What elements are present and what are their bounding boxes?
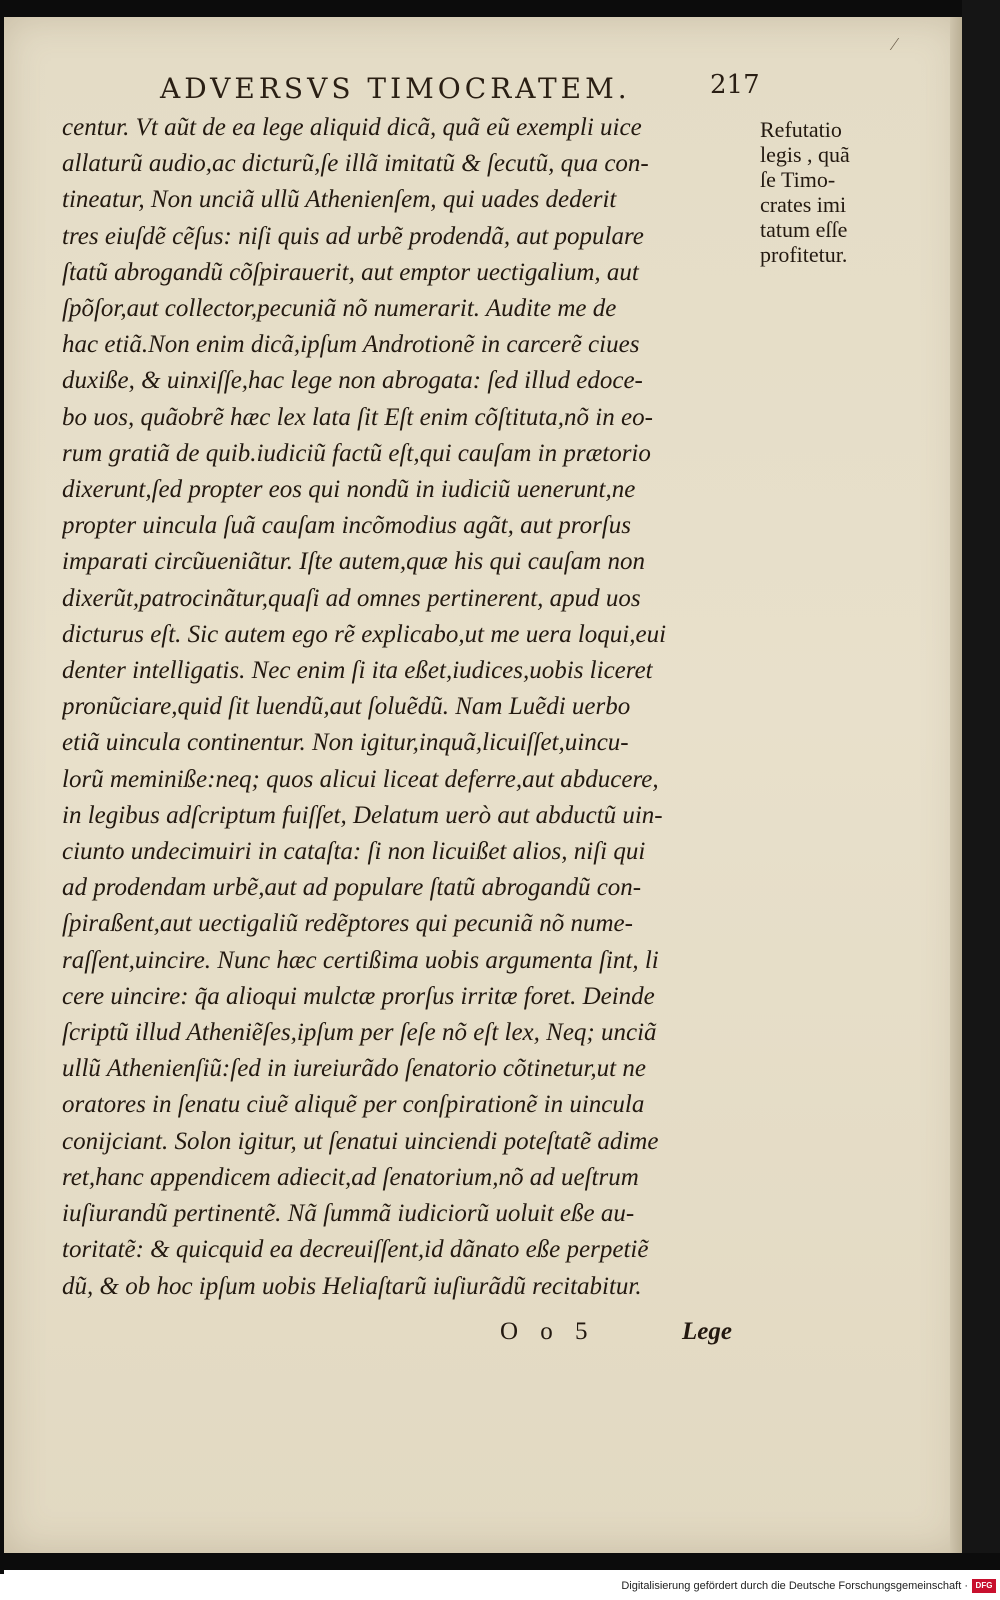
text-line: ſpiraßent,aut uectigaliũ redẽptores qui pecuniã nõ nume- <box>62 910 633 938</box>
margin-note-line: profitetur. <box>760 242 848 267</box>
text-line: etiã uincula continentur. Non igitur,inquã,licuiſſet,uincu- <box>62 729 629 757</box>
text-line: ſpõſor,aut collector,pecuniã nõ numerarit. Audite me de <box>62 295 617 323</box>
text-line: rum gratiã de quib.iudiciũ factũ eſt,qui cauſam in prætorio <box>62 439 651 467</box>
body-text <box>62 110 752 1305</box>
margin-note-line: tatum eſſe <box>760 217 848 242</box>
signature-mark: O o 5 <box>500 1318 596 1345</box>
margin-note-line: crates imi <box>760 192 847 217</box>
text-line: denter intelligatis. Nec enim ſi ita eßet,iudices,uobis liceret <box>62 657 653 685</box>
text-line: conijciant. Solon igitur, ut ſenatui uinciendi poteſtatẽ adime <box>62 1127 659 1155</box>
scan-border-bottom <box>0 1553 1000 1570</box>
credit-text: Digitalisierung gefördert durch die Deutsche Forschungsgemeinschaft · <box>621 1580 968 1592</box>
text-line: centur. Vt aũt de ea lege aliquid dicã, quã eũ exempli uice <box>62 114 642 141</box>
text-line: pronũciare,quid ſit luendũ,aut ſoluẽdũ. Nam Luẽdi uerbo <box>62 693 631 721</box>
text-line: ſcriptũ illud Atheniẽſes,ipſum per ſeſe nõ eſt lex, Neq; unciã <box>62 1019 657 1047</box>
text-line: oratores in ſenatu ciuẽ aliquẽ per conſpirationẽ in uincula <box>62 1091 645 1119</box>
text-line: ſtatũ abrogandũ cõſpirauerit, aut emptor uectigalium, aut <box>62 258 639 286</box>
text-line: cere uincire: q̃a alioqui mulctæ prorſus irritæ foret. Deinde <box>62 982 655 1010</box>
text-line: dicturus eſt. Sic autem ego rẽ explicabo,ut me uera loqui,eui <box>62 620 667 648</box>
scan-border-right <box>962 0 1000 1570</box>
text-line: dixerũt,patrocinãtur,quaſi ad omnes pertinerent, apud uos <box>62 584 641 612</box>
margin-note-line: legis , quã <box>760 142 850 167</box>
text-line: propter uincula ſuã cauſam incõmodius agãt, aut prorſus <box>62 512 631 540</box>
text-line: lorũ meminiße:neq; quos alicui liceat deferre,aut abducere, <box>62 765 659 793</box>
text-line: hac etiã.Non enim dicã,ipſum Androtionẽ in carcerẽ ciues <box>62 331 640 359</box>
text-line: ad prodendam urbẽ,aut ad populare ſtatũ abrogandũ con- <box>62 874 642 902</box>
text-line: dixerunt,ſed propter eos qui nondũ in iudiciũ uenerunt,ne <box>62 476 636 504</box>
text-line: bo uos, quãobrẽ hæc lex lata ſit Eſt enim cõſtituta,nõ in eo- <box>62 403 653 431</box>
text-line: tres eiuſdẽ cẽſus: niſi quis ad urbẽ prodendã, aut populare <box>62 222 644 250</box>
margin-note-line: Refutatio <box>760 117 842 142</box>
text-line: tineatur, Non unciã ullũ Athenienſem, qui uades dederit <box>62 186 617 214</box>
text-line: ullũ Athenienſiũ:ſed in iureiurãdo ſenatorio cõtinetur,ut ne <box>62 1055 646 1083</box>
dfg-logo: DFG <box>972 1579 996 1593</box>
scan-border-top <box>0 0 1000 17</box>
scan-border-left <box>0 0 4 1600</box>
catchword: Lege <box>682 1318 732 1345</box>
text-line: iuſiurandũ pertinentẽ. Nã ſummã iudiciorũ uoluit eße au- <box>62 1200 635 1228</box>
margin-note-line: ſe Timo- <box>760 167 836 192</box>
text-line: raſſent,uincire. Nunc hæc certißima uobis argumenta ſint, li <box>62 946 659 974</box>
text-line: toritatẽ: & quicquid ea decreuiſſent,id dãnato eße perpetiẽ <box>62 1236 649 1264</box>
digitization-credit <box>0 1574 1000 1600</box>
text-line: allaturũ audio,ac dicturũ,ſe illã imitatũ & ſecutũ, qua con- <box>62 150 649 178</box>
text-line: in legibus adſcriptum fuiſſet, Delatum uerò aut abductũ uin- <box>62 801 663 829</box>
text-line: imparati circũueniãtur. Iſte autem,quæ his qui cauſam non <box>62 548 646 576</box>
corner-mark: ⁄ <box>893 34 897 54</box>
text-line: duxiße, & uinxiſſe,hac lege non abrogata: ſed illud edoce- <box>62 367 643 395</box>
margin-note <box>760 117 900 267</box>
text-line: ret,hanc appendicem adiecit,ad ſenatorium,nõ ad ueſtrum <box>62 1163 639 1191</box>
text-line: dũ, & ob hoc ipſum uobis Heliaſtarũ iuſiurãdũ recitabitur. <box>62 1272 642 1300</box>
running-head: ADVERSVS TIMOCRATEM. <box>160 72 631 105</box>
page-edge <box>950 17 962 1553</box>
text-line: ciunto undecimuiri in cataſta: ſi non licuißet alios, niſi qui <box>62 838 646 866</box>
page-number: 217 <box>710 70 760 100</box>
